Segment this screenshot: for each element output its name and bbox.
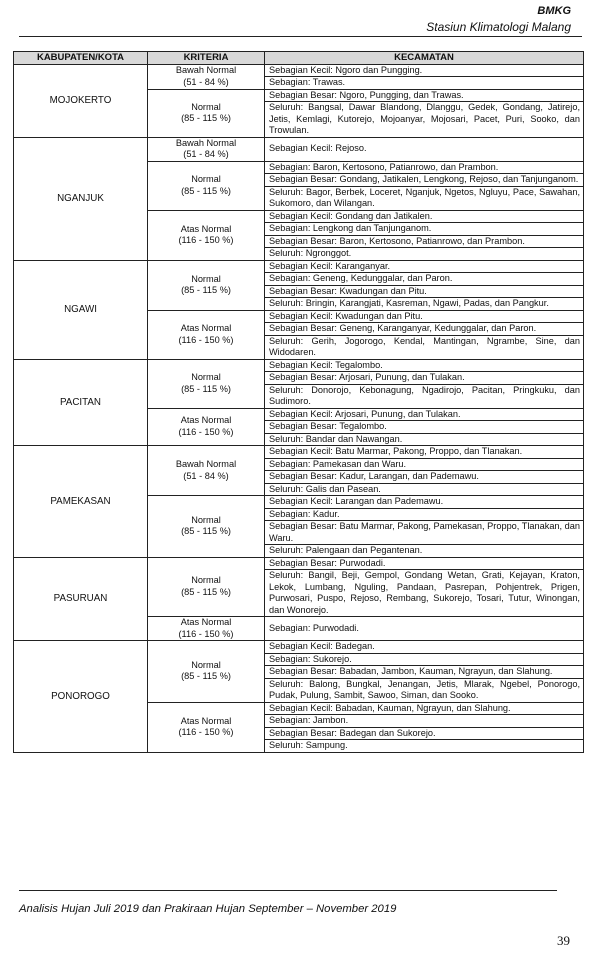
kabupaten-cell: PAMEKASAN (14, 446, 148, 558)
criteria-range: (51 - 84 %) (183, 76, 229, 87)
kecamatan-cell: Sebagian Besar: Baron, Kertosono, Patianrowo, dan Prambon. (265, 235, 584, 248)
criteria-name: Bawah Normal (175, 137, 237, 148)
criteria-cell (148, 359, 265, 408)
criteria-name: Normal (191, 514, 221, 525)
kecamatan-cell: Sebagian: Lengkong dan Tanjunganom. (265, 223, 584, 236)
criteria-name: Bawah Normal (175, 65, 237, 75)
kecamatan-cell: Sebagian Besar: Purwodadi. (265, 557, 584, 570)
kecamatan-cell: Seluruh: Sampung. (265, 740, 584, 753)
kecamatan-cell: Sebagian: Pamekasan dan Waru. (265, 458, 584, 471)
criteria-range: (116 - 150 %) (178, 235, 234, 245)
kecamatan-cell: Seluruh: Galis dan Pasean. (265, 483, 584, 496)
criteria-range: (85 - 115 %) (181, 383, 231, 394)
table-row (14, 446, 584, 459)
criteria-name: Atas Normal (180, 323, 232, 333)
rainfall-table (13, 51, 584, 753)
criteria-range: (85 - 115 %) (181, 586, 231, 597)
criteria-name: Normal (191, 174, 221, 184)
criteria-range: (85 - 115 %) (181, 185, 231, 196)
kabupaten-cell: NGANJUK (14, 137, 148, 260)
kecamatan-cell: Sebagian Kecil: Rejoso. (265, 137, 584, 161)
criteria-name: Normal (191, 575, 221, 586)
criteria-name: Atas Normal (180, 223, 232, 234)
kecamatan-cell: Sebagian Kecil: Gondang dan Jatikalen. (265, 210, 584, 223)
kecamatan-cell: Sebagian: Jambon. (265, 715, 584, 728)
criteria-name: Atas Normal (180, 617, 232, 627)
kecamatan-cell: Sebagian Kecil: Larangan dan Pademawu. (265, 496, 584, 509)
kecamatan-cell: Seluruh: Donorojo, Kebonagung, Ngadirojo, Pacitan, Pringkuku, dan Sudimoro. (265, 384, 584, 408)
kecamatan-cell: Sebagian Besar: Ngoro, Pungging, dan Trawas. (265, 89, 584, 102)
kecamatan-cell: Sebagian: Geneng, Kedunggalar, dan Paron. (265, 273, 584, 286)
criteria-cell (148, 496, 265, 558)
criteria-range: (85 - 115 %) (181, 526, 231, 537)
kecamatan-cell: Sebagian Kecil: Badegan. (265, 641, 584, 654)
kecamatan-cell: Seluruh: Bangsal, Dawar Blandong, Dlanggu, Gedek, Gondang, Jatirejo, Jetis, Kemlagi, Kutorejo, Mojoanyar, Mojosari, Pacet, Puri, Sooko, dan Trowulan. (265, 102, 584, 138)
table-row (14, 557, 584, 570)
kecamatan-cell: Sebagian Besar: Badegan dan Sukorejo. (265, 727, 584, 740)
table-row (14, 64, 584, 77)
criteria-name: Atas Normal (180, 415, 232, 426)
criteria-range: (85 - 115 %) (181, 113, 231, 123)
criteria-cell (148, 446, 265, 496)
kabupaten-cell: MOJOKERTO (14, 64, 148, 137)
kecamatan-cell: Sebagian Kecil: Karanganyar. (265, 260, 584, 273)
column-header-kriteria: KRITERIA (148, 52, 265, 65)
criteria-name: Normal (191, 273, 221, 284)
header-title: BMKG (537, 5, 571, 17)
kecamatan-cell: Sebagian Besar: Kwadungan dan Pitu. (265, 285, 584, 298)
criteria-range: (116 - 150 %) (178, 628, 234, 639)
page-number: 39 (557, 933, 570, 948)
criteria-cell (148, 641, 265, 703)
kabupaten-cell: PONOROGO (14, 641, 148, 753)
table-row (14, 359, 584, 372)
kecamatan-cell: Sebagian Besar: Tegalombo. (265, 421, 584, 434)
kecamatan-cell: Seluruh: Balong, Bungkal, Jenangan, Jetis, Mlarak, Ngebel, Ponorogo, Pudak, Pulung, Sambit, Sawoo, Siman, dan Sooko. (265, 678, 584, 702)
criteria-cell (148, 702, 265, 752)
criteria-name: Normal (191, 372, 221, 382)
kecamatan-cell: Seluruh: Bringin, Karangjati, Kasreman, Ngawi, Padas, dan Pangkur. (265, 298, 584, 311)
column-header-kecamatan: KECAMATAN (265, 52, 584, 65)
kecamatan-cell: Sebagian Besar: Kadur, Larangan, dan Pademawu. (265, 471, 584, 484)
kecamatan-cell: Sebagian: Trawas. (265, 77, 584, 90)
kecamatan-cell: Sebagian Kecil: Babadan, Kauman, Ngrayun, dan Slahung. (265, 702, 584, 715)
kecamatan-cell: Seluruh: Ngronggot. (265, 248, 584, 261)
criteria-cell (148, 310, 265, 359)
kecamatan-cell: Seluruh: Bagor, Berbek, Loceret, Nganjuk, Ngetos, Ngluyu, Pace, Sawahan, Sukomoro, dan Wilangan. (265, 186, 584, 210)
kecamatan-cell: Seluruh: Bandar dan Nawangan. (265, 433, 584, 446)
criteria-cell (148, 137, 265, 161)
criteria-range: (116 - 150 %) (178, 727, 234, 737)
kecamatan-cell: Seluruh: Palengaan dan Pegantenan. (265, 545, 584, 558)
kecamatan-cell: Sebagian: Kadur. (265, 508, 584, 521)
kecamatan-cell: Sebagian: Purwodadi. (265, 617, 584, 641)
footer-text: Analisis Hujan Juli 2019 dan Prakiraan Hujan September – November 2019 (19, 903, 397, 915)
criteria-range: (85 - 115 %) (181, 671, 231, 682)
kecamatan-cell: Sebagian Besar: Arjosari, Punung, dan Tulakan. (265, 372, 584, 385)
kecamatan-cell: Sebagian: Sukorejo. (265, 653, 584, 666)
kecamatan-cell: Sebagian Besar: Babadan, Jambon, Kauman, Ngrayun, dan Slahung. (265, 666, 584, 679)
criteria-cell (148, 557, 265, 617)
kecamatan-cell: Sebagian Kecil: Ngoro dan Pungging. (265, 64, 584, 77)
kecamatan-cell: Sebagian Besar: Geneng, Karanganyar, Kedunggalar, dan Paron. (265, 323, 584, 336)
footer-rule (19, 890, 557, 891)
kecamatan-cell: Sebagian Kecil: Arjosari, Punung, dan Tulakan. (265, 408, 584, 421)
kecamatan-cell: Sebagian Kecil: Kwadungan dan Pitu. (265, 310, 584, 323)
criteria-range: (116 - 150 %) (178, 334, 234, 345)
column-header-kabupaten: KABUPATEN/KOTA (14, 52, 148, 65)
criteria-range: (85 - 115 %) (181, 285, 231, 295)
table-row (14, 641, 584, 654)
table-row (14, 260, 584, 273)
header-subtitle: Stasiun Klimatologi Malang (426, 20, 571, 34)
criteria-name: Normal (191, 101, 221, 112)
kecamatan-cell: Seluruh: Bangil, Beji, Gempol, Gondang Wetan, Grati, Kejayan, Kraton, Lekok, Lumbang, Nguling, Pandaan, Pasrepan, Pohjentrek, Prigen, Purwosari, Puspo, Rejoso, Rembang, Sukorejo, Tosari, Tutur, Winongan, dan Wonorejo. (265, 570, 584, 617)
kabupaten-cell: PASURUAN (14, 557, 148, 641)
criteria-range: (51 - 84 %) (183, 470, 229, 481)
table-row (14, 137, 584, 161)
kecamatan-cell: Sebagian: Baron, Kertosono, Patianrowo, dan Prambon. (265, 161, 584, 174)
kabupaten-cell: NGAWI (14, 260, 148, 359)
criteria-name: Atas Normal (180, 715, 232, 726)
criteria-name: Bawah Normal (175, 459, 237, 469)
criteria-cell (148, 210, 265, 260)
kecamatan-cell: Sebagian Besar: Batu Marmar, Pakong, Pamekasan, Proppo, Tlanakan, dan Waru. (265, 521, 584, 545)
criteria-name: Normal (191, 659, 221, 670)
header-rule (19, 36, 582, 37)
criteria-range: (116 - 150 %) (178, 426, 234, 437)
kabupaten-cell: PACITAN (14, 359, 148, 446)
kecamatan-cell: Seluruh: Gerih, Jogorogo, Kendal, Mantingan, Ngrambe, Sine, dan Widodaren. (265, 335, 584, 359)
table-header-row (14, 52, 584, 65)
kecamatan-cell: Sebagian Kecil: Tegalombo. (265, 359, 584, 372)
criteria-cell (148, 260, 265, 310)
criteria-cell (148, 617, 265, 641)
kecamatan-cell: Sebagian Kecil: Batu Marmar, Pakong, Proppo, dan Tlanakan. (265, 446, 584, 459)
criteria-range: (51 - 84 %) (183, 149, 229, 159)
criteria-cell (148, 408, 265, 446)
criteria-cell (148, 64, 265, 89)
criteria-cell (148, 89, 265, 137)
criteria-cell (148, 161, 265, 210)
kecamatan-cell: Sebagian Besar: Gondang, Jatikalen, Lengkong, Rejoso, dan Tanjunganom. (265, 174, 584, 187)
